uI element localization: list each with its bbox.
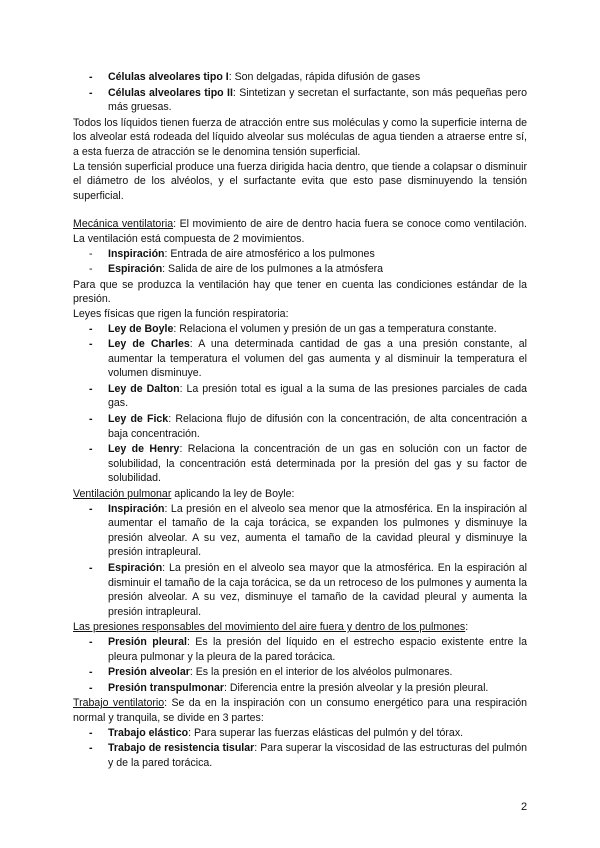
list-item-text: : Son delgadas, rápida difusión de gases: [228, 71, 421, 83]
list-item: [73, 726, 527, 741]
section-text: aplicando la ley de Boyle:: [171, 488, 295, 501]
list-item: [73, 635, 527, 664]
mecanica-list: [73, 247, 527, 277]
list-item: [73, 247, 527, 262]
section-text: : El movimiento de aire de dentro hacia fuera se conoce como ventilación. La ventilación está compuesta de 2 movimientos.: [73, 218, 528, 245]
list-item-text: : Entrada de aire atmosférico a los pulmones: [164, 247, 375, 260]
list-item-term: Trabajo de resistencia tisular: [108, 742, 255, 755]
list-item: [73, 337, 527, 381]
leyes-list: [73, 322, 527, 487]
list-item: [73, 322, 527, 337]
list-item-term: Inspiración: [108, 247, 165, 260]
section-heading: Trabajo ventilatorio: [73, 697, 165, 710]
section-text: : Se da en la inspiración con un consumo energético para una respiración normal y tranquila, se divide en 3 partes:: [73, 697, 527, 724]
list-item-term: Ley de Henry: [108, 443, 180, 456]
spacer: [73, 203, 527, 217]
alveolar-cells-list: [73, 70, 527, 115]
list-item-text: : La presión total es igual a la suma de las presiones parciales de cada gas.: [108, 382, 527, 410]
list-item: [73, 442, 527, 486]
list-item: [73, 502, 527, 560]
list-item-text: : Para superar la viscosidad de las estructuras del pulmón y de la pared torácica.: [108, 742, 528, 769]
list-item-term: Espiración: [108, 562, 163, 574]
list-item-text: : La presión en el alveolo sea mayor que la atmosférica. En la espiración al disminuir el tamaño de la caja torácica, se da un retroceso de los pulmones y aumenta la presión alveolar. A su vez, disminuye el tamaño de la cavidad pleural y aumenta la presión intrapleural.: [108, 562, 527, 618]
list-item-term: Presión transpulmonar: [108, 681, 224, 694]
list-item: [73, 262, 527, 277]
section-presiones: [73, 620, 527, 635]
list-item-text: : Salida de aire de los pulmones a la atmósfera: [162, 263, 384, 276]
list-item: [73, 86, 527, 115]
ventilacion-list: [73, 502, 527, 620]
list-item-term: Ley de Dalton: [108, 382, 180, 395]
trabajo-list: [73, 726, 527, 771]
paragraph-tension: La tensión superficial produce una fuerza dirigida hacia dentro, que tiende a colapsar o disminuir el diámetro de los alvéolos, y el surfactante evita que esto pase disminuyendo la tensión superficial.: [73, 160, 527, 202]
page-content: [73, 70, 527, 771]
list-item-text: : Es la presión en el interior de los alvéolos pulmonares.: [189, 666, 453, 679]
list-item-text: : A una determinada cantidad de gas a una presión constante, al aumentar la temperatura el volumen del gas aumenta y al disminuir la temperatura el volumen disminuye.: [108, 338, 527, 380]
list-item-text: : Es la presión del líquido en el estrecho espacio existente entre la pleura pulmonar y la pleura de la pared torácica.: [108, 635, 527, 663]
presiones-list: [73, 635, 527, 695]
list-item-term: Inspiración: [108, 502, 165, 515]
section-heading: Las presiones responsables del movimiento del aire fuera y dentro de los pulmones: [73, 621, 466, 634]
list-item: [73, 412, 527, 441]
section-heading: Mecánica ventilatoria: [73, 218, 174, 231]
list-item-text: : Relaciona el volumen y presión de un gas a temperatura constante.: [173, 322, 497, 335]
section-ventilacion-pulmonar: [73, 487, 527, 502]
list-item-term: Presión alveolar: [108, 666, 190, 679]
list-item-term: Espiración: [108, 263, 163, 276]
list-item-term: Células alveolares tipo I: [108, 71, 229, 83]
list-item-term: Células alveolares tipo II: [108, 86, 233, 99]
section-text: :: [465, 621, 469, 634]
section-heading: Ventilación pulmonar: [73, 488, 172, 501]
list-item-term: Ley de Boyle: [108, 322, 174, 335]
list-item: [73, 741, 527, 770]
list-item-term: Trabajo elástico: [108, 726, 189, 739]
list-item: [73, 70, 527, 85]
list-item-text: : Para superar las fuerzas elásticas del pulmón y del tórax.: [188, 726, 464, 739]
list-item: [73, 681, 527, 696]
list-item-term: Ley de Fick: [108, 413, 169, 426]
section-trabajo: [73, 696, 527, 725]
list-item-text: : Diferencia entre la presión alveolar y la presión pleural.: [223, 681, 489, 694]
paragraph-liquids: Todos los líquidos tienen fuerza de atracción entre sus moléculas y como la superficie interna de los alveolar está rodeada del líquido alveolar sus moléculas de agua tienden a atraerse entre sí, a esta fuerza de atracción se le denomina tensión superficial.: [73, 116, 527, 158]
section-leyes-intro: Leyes físicas que rigen la función respiratoria:: [73, 307, 289, 320]
list-item-term: Presión pleural: [108, 635, 187, 648]
page-number: 2: [521, 801, 528, 813]
list-item: [73, 665, 527, 680]
list-item-text: : Relaciona la concentración de un gas en solución con un factor de solubilidad, la concentración está determinada por la presión del gas y su factor de solubilidad.: [108, 443, 527, 485]
section-mecanica: [73, 217, 527, 246]
paragraph-condiciones: Para que se produzca la ventilación hay que tener en cuenta las condiciones estándar de la presión.: [73, 278, 527, 306]
list-item: [73, 382, 527, 411]
list-item-text: : Sintetizan y secretan el surfactante, son más pequeñas pero más gruesas.: [108, 86, 527, 114]
list-item-term: Ley de Charles: [108, 338, 190, 351]
list-item-text: : La presión en el alveolo sea menor que la atmosférica. En la inspiración al aumentar el tamaño de la caja torácica, se expanden los pulmones y disminuye la presión alveolar. A su vez, aumenta el tamaño de la cavidad pleural y disminuye la presión intrapleural.: [108, 502, 527, 559]
list-item: [73, 561, 527, 619]
list-item-text: : Relaciona flujo de difusión con la concentración, de alta concentración a baja concentración.: [108, 413, 528, 440]
